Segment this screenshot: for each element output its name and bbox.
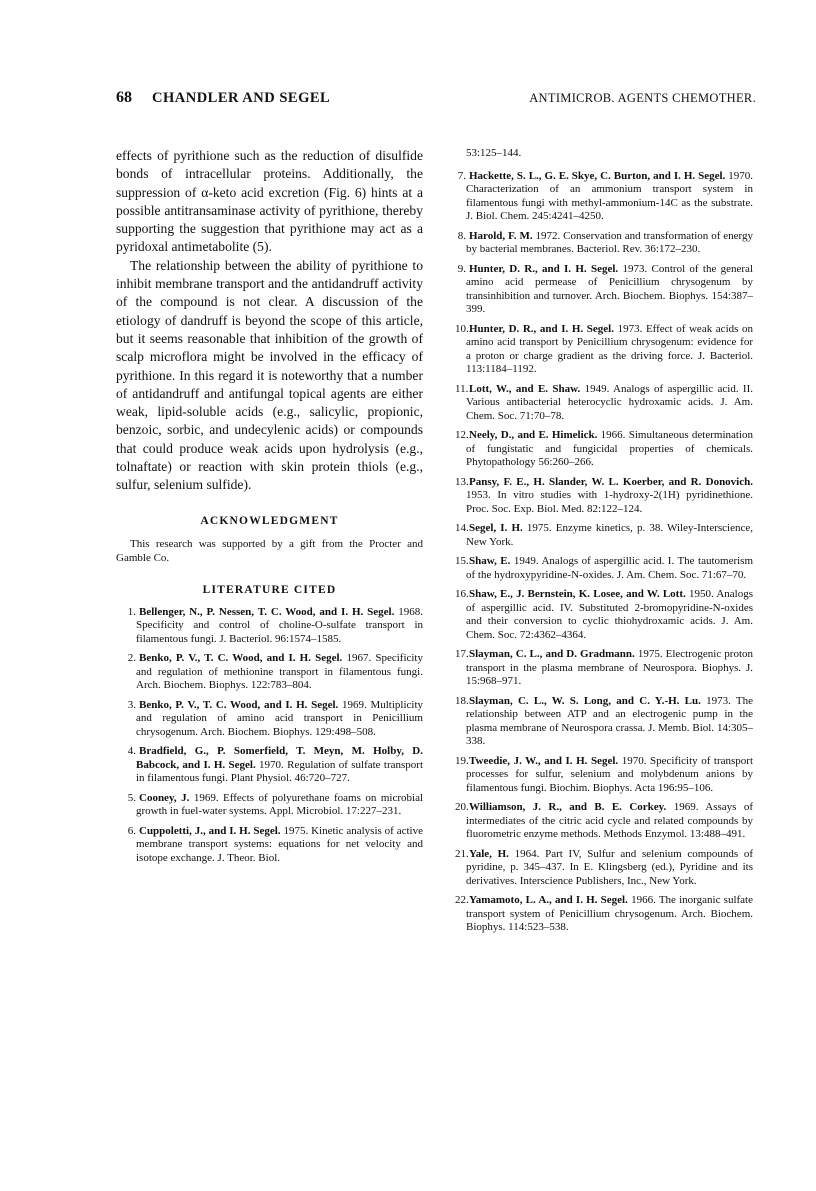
- reference-item: 7. Hackette, S. L., G. E. Skye, C. Burton, and I. H. Segel. 1970. Characterization of an ammonium transport system in filamentous fungi with methyl-ammonium-14C as the substrate. J. Biol. Chem. 245:4241–4250.: [457, 169, 754, 222]
- acknowledgment-heading: ACKNOWLEDGMENT: [200, 514, 339, 527]
- reference-item: 2. Benko, P. V., T. C. Wood, and I. H. Segel. 1967. Specificity and regulation of methionine transport in filamentous fungi. Arch. Biochem. Biophys. 122:783–804.: [127, 652, 423, 692]
- reference-item: 4. Bradfield, G., P. Somerfield, T. Meyn, M. Holby, D. Babcock, and I. H. Segel. 1970. Regulation of sulfate transport in filamentous fungi. Plant Physiol. 46:720–727.: [127, 745, 423, 785]
- journal-name: ANTIMICROB. AGENTS CHEMOTHER.: [529, 91, 756, 105]
- reference-item: 12.Neely, D., and E. Himelick. 1966. Simultaneous determination of fungistatic and fungicidal properties of chemicals. Phytopathology 56:260–266.: [455, 429, 753, 468]
- reference-list-left: [116, 606, 423, 866]
- reference-item: 9. Hunter, D. R., and I. H. Segel. 1973. Control of the general amino acid permease of Penicillium chrysogenum by transinhibition and turnover. Arch. Biochem. Biophys. 154:387–399.: [457, 262, 753, 315]
- reference-item: 21.Yale, H. 1964. Part IV, Sulfur and selenium compounds of pyridine, p. 345–437. In E. Klingsberg (ed.), Pyridine and its derivatives. Interscience Publishers, Inc., New York.: [455, 847, 754, 887]
- reference-item: 8. Harold, F. M. 1972. Conservation and transformation of energy by bacterial membranes. Bacteriol. Rev. 36:172–230.: [457, 229, 753, 255]
- reference-item: 10.Hunter, D. R., and I. H. Segel. 1973. Effect of weak acids on amino acid transport by Penicillium chrysogenum: evidence for a proton or charge gradient as the driving force. J. Bacteriol. 113:1184–1192.: [455, 322, 754, 375]
- reference-list-right: [446, 170, 753, 935]
- reference-item: 3. Benko, P. V., T. C. Wood, and I. H. Segel. 1969. Multiplicity and regulation of amino acid transport in Penicillium chrysogenum. Arch. Biochem. Biophys. 129:498–508.: [127, 698, 423, 738]
- reference-item: 14.Segel, I. H. 1975. Enzyme kinetics, p. 38. Wiley-Interscience, New York.: [455, 522, 754, 548]
- reference-continuation: 53:125–144.: [466, 147, 522, 159]
- reference-item: 15.Shaw, E. 1949. Analogs of aspergillic acid. I. The tautomerism of the hydroxypyridine-N-oxides. J. Am. Chem. Soc. 71:67–70.: [455, 555, 754, 581]
- body-paragraph-1: effects of pyrithione such as the reduction of disulfide bonds of intracellular proteins. Additionally, the suppression of α-keto acid excretion (Fig. 6) hints at a possible antitransaminase activity of pyrithione, thereby supporting the suggestion that pyrithione may act as a pyridoxal antimetabolite (5).: [116, 148, 423, 255]
- reference-item: 13.Pansy, F. E., H. Slander, W. L. Koerber, and R. Donovich. 1953. In vitro studies with 1-hydroxy-2(1H) pyridinethione. Proc. Soc. Exp. Biol. Med. 82:122–124.: [455, 475, 753, 515]
- running-header: [116, 89, 756, 113]
- reference-item: 1. Bellenger, N., P. Nessen, T. C. Wood, and I. H. Segel. 1968. Specificity and control of choline-O-sulfate transport in filamentous fungi. J. Bacteriol. 96:1574–1585.: [127, 605, 423, 645]
- page-number: 68: [116, 89, 132, 106]
- reference-item: 18.Slayman, C. L., W. S. Long, and C. Y.-H. Lu. 1973. The relationship between ATP and an electrogenic pump in the plasma membrane of Neurospora crassa. J. Memb. Biol. 14:305–338.: [455, 694, 754, 747]
- reference-item: 5. Cooney, J. 1969. Effects of polyurethane foams on microbial growth in fuel-water systems. Appl. Microbiol. 17:227–231.: [127, 791, 424, 818]
- reference-item: 17.Slayman, C. L., and D. Gradmann. 1975. Electrogenic proton transport in the plasma membrane of Neurospora. Biophys. J. 15:968–971.: [455, 648, 754, 687]
- left-column: [116, 147, 423, 871]
- reference-item: 22.Yamamoto, L. A., and I. H. Segel. 1966. The inorganic sulfate transport system of Penicillium chrysogenum. Arch. Biochem. Biophys. 114:523–538.: [455, 894, 753, 933]
- running-authors: CHANDLER AND SEGEL: [152, 90, 331, 106]
- reference-item: 16.Shaw, E., J. Bernstein, K. Losee, and W. Lott. 1950. Analogs of aspergillic acid. IV. Substituted 2-bromopyridine-N-oxides and their conversion to cyclic thiohydroxamic acids. J. Am. Chem. Soc. 72:4362–4364.: [455, 588, 753, 641]
- body-paragraph-2: The relationship between the ability of pyrithione to inhibit membrane transport and the antidandruff activity of the compound is not clear. A discussion of the etiology of dandruff is beyond the scope of this article, but it seems reasonable that inhibition of the growth of scalp microflora might be involved in the efficacy of pyrithione. In this regard it is noteworthy that a number of antidandruff and antifungal topical agents are either weak, lipid-soluble acids (e.g., salicylic, propionic, benzoic, sorbic, and undecylenic acids) or compounds that could produce weak acids upon hydrolysis (e.g., tolnaftate) or reaction with skin protein thiols (e.g., sulfur, selenium sulfide).: [116, 257, 423, 493]
- reference-item: 19.Tweedie, J. W., and I. H. Segel. 1970. Specificity of transport processes for sulfur, selenium and molybdenum anions by filamentous fungi. Biochim. Biophys. Acta 196:95–106.: [455, 754, 754, 794]
- reference-item: 20.Williamson, J. R., and B. E. Corkey. 1969. Assays of intermediates of the citric acid cycle and related compounds by fluorometric enzyme methods. Methods Enzymol. 13:488–491.: [455, 801, 753, 840]
- literature-heading: LITERATURE CITED: [202, 583, 337, 596]
- reference-item: 11.Lott, W., and E. Shaw. 1949. Analogs of aspergillic acid. II. Various antibacterial heterocyclic hydroxamic acids. J. Am. Chem. Soc. 71:70–78.: [455, 382, 753, 422]
- right-column: [446, 147, 753, 941]
- acknowledgment-text: This research was supported by a gift from the Procter and Gamble Co.: [116, 537, 423, 565]
- reference-item: 6. Cuppoletti, J., and I. H. Segel. 1975. Kinetic analysis of active membrane transport systems: equations for net velocity and isotope exchange. J. Theor. Biol.: [127, 824, 423, 864]
